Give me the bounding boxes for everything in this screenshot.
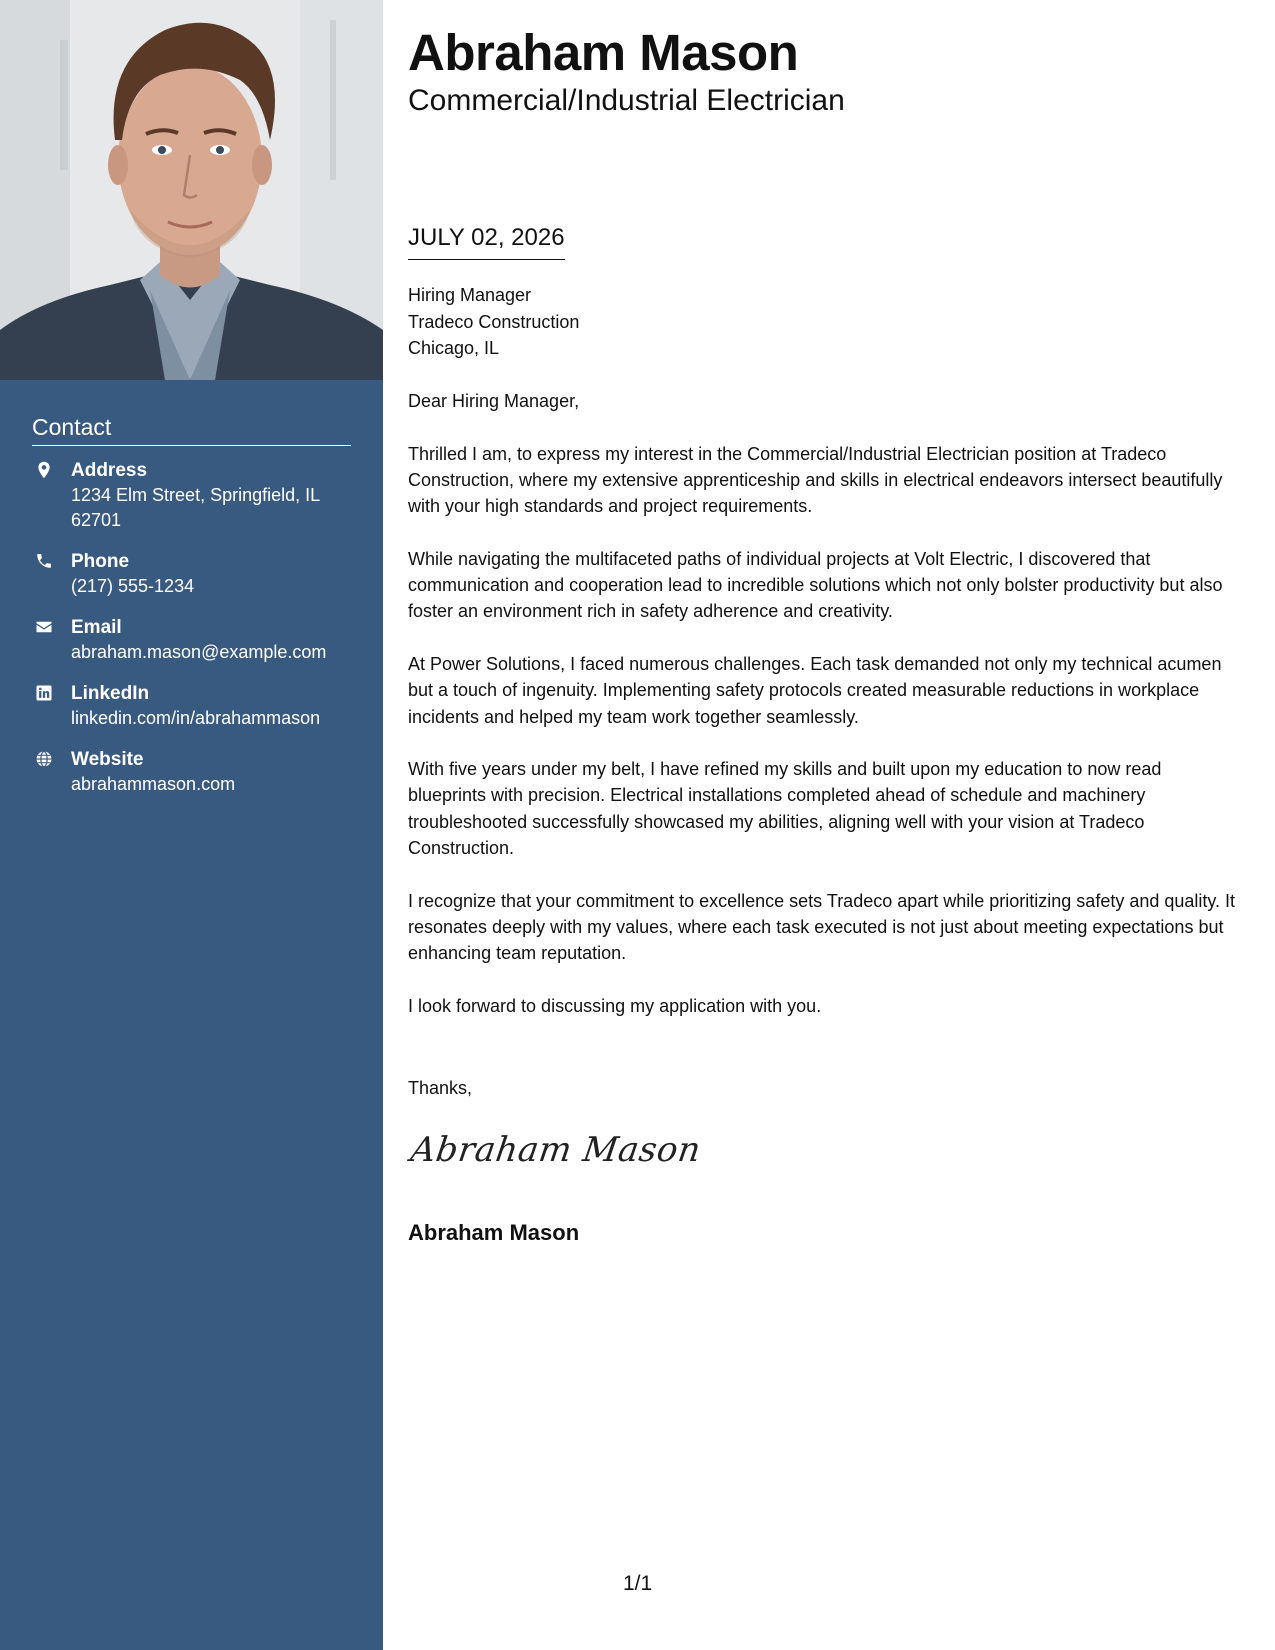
signature: Abraham Mason <box>408 1130 704 1170</box>
letter-body <box>408 388 1238 1045</box>
closing: Thanks, <box>408 1078 473 1098</box>
salutation: Dear Hiring Manager, <box>408 391 580 411</box>
recipient-title: Hiring Manager <box>408 285 532 305</box>
email-label: Email <box>71 617 122 638</box>
globe-icon <box>35 750 53 768</box>
profile-photo <box>0 0 383 380</box>
body-paragraph: With five years under my belt, I have refined my skills and built upon my education to now read blueprints with precision. Electrical installations completed ahead of schedule and machinery troubleshooted successfully showcased my abilities, aligning well with your vision at Tradeco Construction. <box>408 759 1162 859</box>
applicant-role: Commercial/Industrial Electrician <box>408 84 845 117</box>
contact-website <box>32 747 351 797</box>
phone-label: Phone <box>71 551 130 572</box>
linkedin-label: LinkedIn <box>71 683 150 704</box>
letter-date: JULY 02, 2026 <box>408 222 565 260</box>
portrait-photo <box>0 0 383 380</box>
recipient-block <box>408 282 579 362</box>
contact-heading: Contact <box>32 412 351 446</box>
recipient-location: Chicago, IL <box>408 338 500 358</box>
address-value: 1234 Elm Street, Springfield, IL 62701 <box>71 485 320 530</box>
body-paragraph: While navigating the multifaceted paths of individual projects at Volt Electric, I discovered that communication and cooperation lead to incredible solutions which not only bolster productivity but also foster an environment rich in safety adherence and creativity. <box>408 548 1223 622</box>
email-value[interactable]: abraham.mason@example.com <box>71 642 327 662</box>
recipient-company: Tradeco Construction <box>408 311 580 332</box>
map-pin-icon <box>35 461 53 479</box>
body-paragraph: Thrilled I am, to express my interest in the Commercial/Industrial Electrician position at Tradeco Construction, where my extensive apprenticeship and skills in electrical endeavors intersect beautifully with your high standards and project requirements. <box>408 443 1223 517</box>
phone-icon <box>35 552 53 570</box>
contact-linkedin <box>32 681 351 731</box>
contact-email <box>32 615 351 665</box>
body-paragraph: I look forward to discussing my application with you. <box>408 995 822 1016</box>
signer-name: Abraham Mason <box>408 1220 580 1245</box>
page-number: 1/1 <box>623 1572 653 1595</box>
website-value[interactable]: abrahammason.com <box>71 774 236 794</box>
envelope-icon <box>35 618 53 636</box>
address-label: Address <box>71 460 148 481</box>
applicant-name: Abraham Mason <box>408 24 799 81</box>
website-label: Website <box>71 749 144 770</box>
linkedin-value[interactable]: linkedin.com/in/abrahammason <box>71 708 321 728</box>
linkedin-icon <box>35 684 53 702</box>
phone-value: (217) 555-1234 <box>71 576 195 596</box>
contact-phone <box>32 549 351 599</box>
body-paragraph: I recognize that your commitment to excellence sets Tradeco apart while prioritizing safety and quality. It resonates deeply with my values, where each task executed is not just about meeting expectations but enhancing team reputation. <box>408 890 1236 964</box>
contact-section <box>32 412 351 813</box>
sidebar <box>0 0 383 1650</box>
contact-address <box>32 458 351 533</box>
body-paragraph: At Power Solutions, I faced numerous challenges. Each task demanded not only my technical acumen but a touch of ingenuity. Implementing safety protocols created measurable reductions in workplace incidents and helped my team work together seamlessly. <box>408 653 1222 727</box>
